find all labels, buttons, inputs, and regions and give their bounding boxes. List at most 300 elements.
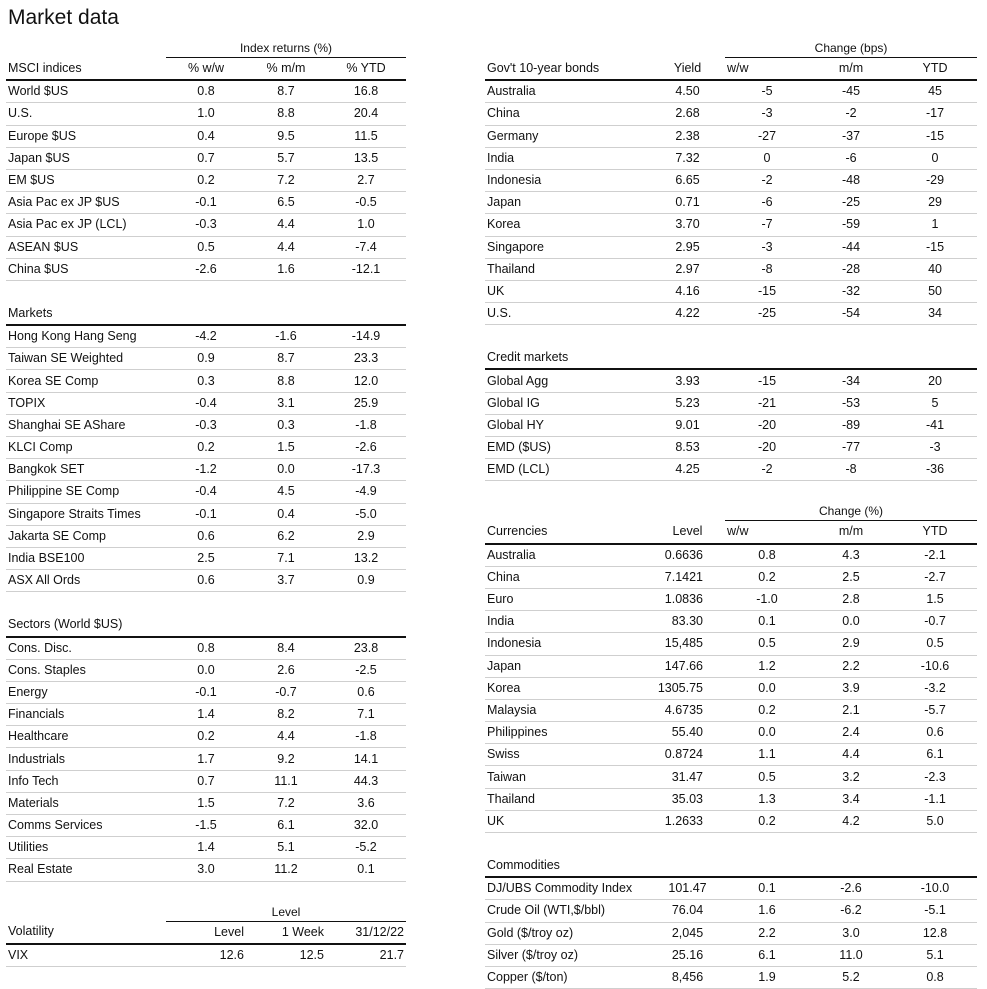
table-row: [6, 414, 406, 436]
column-header: % YTD: [326, 58, 406, 81]
row-label: Real Estate: [6, 859, 166, 881]
row-label: Materials: [6, 792, 166, 814]
value-cell: -0.1: [166, 192, 246, 214]
value-cell: -0.4: [166, 481, 246, 503]
value-cell: 13.2: [326, 547, 406, 569]
value-cell: 5.0: [893, 810, 977, 832]
value-cell: 0.1: [725, 877, 809, 900]
value-cell: -1.1: [893, 788, 977, 810]
value-cell: 5.1: [893, 944, 977, 966]
value-cell: -2.6: [809, 877, 893, 900]
table-row: [485, 588, 977, 610]
value-cell: 25.9: [326, 392, 406, 414]
value-cell: 2.4: [809, 722, 893, 744]
table-row: [6, 437, 406, 459]
blank-cell: [485, 40, 725, 58]
table-row: [485, 80, 977, 103]
column-header: w/w: [725, 58, 809, 81]
row-label: Bangkok SET: [6, 459, 166, 481]
column-header: Yield: [650, 58, 725, 81]
value-cell: -3: [893, 437, 977, 459]
value-cell: 21.7: [326, 944, 406, 967]
value-cell: -89: [809, 414, 893, 436]
spacer-row: [485, 325, 977, 348]
value-cell: 3.6: [326, 792, 406, 814]
value-cell: 4.2: [809, 810, 893, 832]
value-cell: 16.8: [326, 80, 406, 103]
page-title: Market data: [8, 6, 119, 29]
value-cell: 7.1: [326, 704, 406, 726]
value-cell: 11.0: [809, 944, 893, 966]
row-label: ASEAN $US: [6, 236, 166, 258]
value-cell: 3.0: [166, 859, 246, 881]
column-header: w/w: [725, 521, 809, 544]
group-header: Index returns (%): [166, 40, 406, 58]
value-cell: 4.3: [809, 544, 893, 567]
value-cell: 1.4: [166, 704, 246, 726]
value-cell: -29: [893, 169, 977, 191]
table-row: [485, 392, 977, 414]
value-cell: 7.32: [650, 147, 725, 169]
table-row: [6, 748, 406, 770]
table-row: [485, 192, 977, 214]
value-cell: 2.8: [809, 588, 893, 610]
value-cell: 2.6: [246, 659, 326, 681]
table-row: [485, 744, 977, 766]
spacer-row: [6, 280, 406, 303]
spacer-cell: [485, 325, 977, 348]
table-row: [485, 655, 977, 677]
markets-title-row: [6, 303, 406, 325]
value-cell: 0.6: [893, 722, 977, 744]
msci-group-header: [6, 40, 406, 58]
volatility-table: [6, 904, 406, 967]
value-cell: 6.65: [650, 169, 725, 191]
value-cell: -10.0: [893, 877, 977, 900]
value-cell: -14.9: [326, 325, 406, 348]
value-cell: -2.6: [166, 258, 246, 280]
value-cell: 3.2: [809, 766, 893, 788]
value-cell: 0.4: [246, 503, 326, 525]
value-cell: 11.1: [246, 770, 326, 792]
row-label: Korea: [485, 677, 650, 699]
value-cell: 32.0: [326, 815, 406, 837]
value-cell: 1.2633: [650, 810, 725, 832]
value-cell: 1.0836: [650, 588, 725, 610]
row-label: Swiss: [485, 744, 650, 766]
row-label: India: [485, 611, 650, 633]
value-cell: -12.1: [326, 258, 406, 280]
table-row: [6, 637, 406, 660]
column-header: MSCI indices: [6, 58, 166, 81]
table-row: [485, 544, 977, 567]
value-cell: 0.5: [166, 236, 246, 258]
row-label: China $US: [6, 258, 166, 280]
section-title: Credit markets: [485, 347, 977, 369]
table-row: [6, 392, 406, 414]
column-header: m/m: [809, 521, 893, 544]
value-cell: -6.2: [809, 900, 893, 922]
value-cell: -45: [809, 80, 893, 103]
value-cell: 5.23: [650, 392, 725, 414]
value-cell: -2.5: [326, 659, 406, 681]
value-cell: -44: [809, 236, 893, 258]
row-label: Financials: [6, 704, 166, 726]
value-cell: 20.4: [326, 103, 406, 125]
value-cell: 2.7: [326, 169, 406, 191]
value-cell: 0.6: [166, 570, 246, 592]
value-cell: 2.38: [650, 125, 725, 147]
value-cell: -6: [725, 192, 809, 214]
value-cell: 12.6: [166, 944, 246, 967]
value-cell: 4.4: [246, 726, 326, 748]
value-cell: -48: [809, 169, 893, 191]
row-label: Energy: [6, 681, 166, 703]
bonds-group-header: [485, 40, 977, 58]
currencies-header-row: [485, 521, 977, 544]
value-cell: -59: [809, 214, 893, 236]
table-row: [485, 303, 977, 325]
value-cell: 8.2: [246, 704, 326, 726]
row-label: Japan $US: [6, 147, 166, 169]
column-header: Volatility: [6, 921, 166, 944]
table-row: [6, 348, 406, 370]
value-cell: 4.4: [809, 744, 893, 766]
value-cell: 23.3: [326, 348, 406, 370]
table-row: [6, 169, 406, 191]
value-cell: 4.4: [246, 236, 326, 258]
value-cell: 0.0: [246, 459, 326, 481]
value-cell: -1.5: [166, 815, 246, 837]
value-cell: 0.2: [166, 169, 246, 191]
table-row: [6, 503, 406, 525]
row-label: Taiwan: [485, 766, 650, 788]
value-cell: 0.5: [725, 766, 809, 788]
value-cell: -7.4: [326, 236, 406, 258]
value-cell: 0.6: [326, 681, 406, 703]
value-cell: -15: [725, 280, 809, 302]
value-cell: -0.7: [246, 681, 326, 703]
section-title: Commodities: [485, 855, 977, 877]
value-cell: 0.4: [166, 125, 246, 147]
table-row: [6, 525, 406, 547]
spacer-cell: [485, 481, 977, 504]
table-row: [6, 815, 406, 837]
value-cell: 12.8: [893, 922, 977, 944]
section-title: Markets: [6, 303, 406, 325]
value-cell: 35.03: [650, 788, 725, 810]
row-label: Silver ($/troy oz): [485, 944, 650, 966]
value-cell: 2.2: [725, 922, 809, 944]
value-cell: -2.7: [893, 566, 977, 588]
value-cell: -32: [809, 280, 893, 302]
currencies-group-header: [485, 503, 977, 521]
row-label: Indonesia: [485, 633, 650, 655]
value-cell: 0.8: [893, 966, 977, 988]
row-label: Asia Pac ex JP (LCL): [6, 214, 166, 236]
value-cell: -27: [725, 125, 809, 147]
value-cell: 101.47: [650, 877, 725, 900]
table-row: [485, 877, 977, 900]
value-cell: 147.66: [650, 655, 725, 677]
column-header: Level: [650, 521, 725, 544]
value-cell: 0.2: [166, 437, 246, 459]
bonds-table: [485, 40, 977, 989]
value-cell: 7.2: [246, 169, 326, 191]
value-cell: 3.0: [809, 922, 893, 944]
row-label: UK: [485, 280, 650, 302]
row-label: Philippine SE Comp: [6, 481, 166, 503]
value-cell: -1.8: [326, 726, 406, 748]
value-cell: 1.3: [725, 788, 809, 810]
blank-cell: [485, 503, 725, 521]
value-cell: 6.1: [725, 944, 809, 966]
table-row: [485, 677, 977, 699]
row-label: Utilities: [6, 837, 166, 859]
value-cell: 1.5: [893, 588, 977, 610]
value-cell: -41: [893, 414, 977, 436]
row-label: ASX All Ords: [6, 570, 166, 592]
value-cell: 2.1: [809, 699, 893, 721]
value-cell: 0.0: [809, 611, 893, 633]
value-cell: 11.5: [326, 125, 406, 147]
table-row: [485, 103, 977, 125]
value-cell: -15: [725, 369, 809, 392]
value-cell: 1.6: [246, 258, 326, 280]
column-header: Currencies: [485, 521, 650, 544]
value-cell: 0: [893, 147, 977, 169]
value-cell: 0.3: [166, 370, 246, 392]
value-cell: 4.4: [246, 214, 326, 236]
value-cell: 2,045: [650, 922, 725, 944]
table-row: [485, 900, 977, 922]
credit-title-row: [485, 347, 977, 369]
value-cell: 0.2: [725, 699, 809, 721]
row-label: Australia: [485, 80, 650, 103]
table-row: [6, 258, 406, 280]
value-cell: 9.2: [246, 748, 326, 770]
value-cell: 23.8: [326, 637, 406, 660]
table-row: [6, 370, 406, 392]
spacer-cell: [6, 280, 406, 303]
value-cell: 5: [893, 392, 977, 414]
value-cell: -17.3: [326, 459, 406, 481]
value-cell: 0.2: [725, 566, 809, 588]
blank-cell: [6, 904, 166, 922]
value-cell: 1.6: [725, 900, 809, 922]
value-cell: 40: [893, 258, 977, 280]
value-cell: -8: [809, 459, 893, 481]
value-cell: 1.0: [326, 214, 406, 236]
value-cell: 0.6636: [650, 544, 725, 567]
table-row: [485, 437, 977, 459]
table-row: [6, 214, 406, 236]
value-cell: -2: [725, 169, 809, 191]
spacer-row: [485, 833, 977, 856]
row-label: Philippines: [485, 722, 650, 744]
value-cell: 55.40: [650, 722, 725, 744]
left-column: [6, 40, 406, 967]
group-header: Change (bps): [725, 40, 977, 58]
group-header: Level: [166, 904, 406, 922]
value-cell: 0.2: [725, 810, 809, 832]
table-row: [485, 169, 977, 191]
table-row: [485, 566, 977, 588]
value-cell: 12.5: [246, 944, 326, 967]
value-cell: 7.1421: [650, 566, 725, 588]
value-cell: 0.3: [246, 414, 326, 436]
row-label: Thailand: [485, 788, 650, 810]
table-row: [6, 770, 406, 792]
spacer-cell: [6, 881, 406, 904]
column-header: 1 Week: [246, 921, 326, 944]
value-cell: 4.16: [650, 280, 725, 302]
value-cell: 4.6735: [650, 699, 725, 721]
value-cell: -15: [893, 125, 977, 147]
value-cell: 0.5: [893, 633, 977, 655]
value-cell: 8.7: [246, 80, 326, 103]
spacer-row: [6, 881, 406, 904]
value-cell: 1305.75: [650, 677, 725, 699]
row-label: Taiwan SE Weighted: [6, 348, 166, 370]
table-row: [485, 414, 977, 436]
value-cell: -3.2: [893, 677, 977, 699]
value-cell: -4.9: [326, 481, 406, 503]
row-label: Asia Pac ex JP $US: [6, 192, 166, 214]
row-label: Shanghai SE AShare: [6, 414, 166, 436]
value-cell: -20: [725, 414, 809, 436]
column-header: % w/w: [166, 58, 246, 81]
column-header: Gov't 10-year bonds: [485, 58, 650, 81]
value-cell: 0.1: [725, 611, 809, 633]
value-cell: -0.3: [166, 214, 246, 236]
row-label: Euro: [485, 588, 650, 610]
value-cell: -5: [725, 80, 809, 103]
value-cell: -1.2: [166, 459, 246, 481]
value-cell: -0.4: [166, 392, 246, 414]
table-row: [6, 944, 406, 967]
table-row: [6, 681, 406, 703]
value-cell: 1.2: [725, 655, 809, 677]
value-cell: 2.9: [809, 633, 893, 655]
value-cell: -25: [725, 303, 809, 325]
value-cell: 2.68: [650, 103, 725, 125]
value-cell: 7.2: [246, 792, 326, 814]
table-row: [485, 125, 977, 147]
value-cell: -3: [725, 236, 809, 258]
table-row: [485, 722, 977, 744]
table-row: [485, 699, 977, 721]
row-label: Europe $US: [6, 125, 166, 147]
value-cell: 11.2: [246, 859, 326, 881]
value-cell: -15: [893, 236, 977, 258]
value-cell: 8.8: [246, 103, 326, 125]
table-row: [6, 80, 406, 103]
row-label: Malaysia: [485, 699, 650, 721]
spacer-row: [485, 481, 977, 504]
value-cell: 0.5: [725, 633, 809, 655]
row-label: Cons. Disc.: [6, 637, 166, 660]
value-cell: -25: [809, 192, 893, 214]
row-label: Australia: [485, 544, 650, 567]
value-cell: -5.2: [326, 837, 406, 859]
value-cell: 1.5: [246, 437, 326, 459]
table-row: [485, 810, 977, 832]
value-cell: 8.53: [650, 437, 725, 459]
section-title: Sectors (World $US): [6, 614, 406, 636]
value-cell: 0.7: [166, 770, 246, 792]
value-cell: 3.1: [246, 392, 326, 414]
bonds-header-row: [485, 58, 977, 81]
value-cell: -4.2: [166, 325, 246, 348]
value-cell: -0.1: [166, 681, 246, 703]
value-cell: 0.8: [166, 637, 246, 660]
table-row: [6, 103, 406, 125]
value-cell: 5.1: [246, 837, 326, 859]
value-cell: 0.8724: [650, 744, 725, 766]
value-cell: -0.5: [326, 192, 406, 214]
column-header: Level: [166, 921, 246, 944]
table-row: [6, 704, 406, 726]
table-row: [6, 859, 406, 881]
value-cell: -0.3: [166, 414, 246, 436]
value-cell: -5.1: [893, 900, 977, 922]
volatility-header-row: [6, 921, 406, 944]
value-cell: 0.8: [725, 544, 809, 567]
row-label: Global HY: [485, 414, 650, 436]
value-cell: -34: [809, 369, 893, 392]
value-cell: -0.7: [893, 611, 977, 633]
value-cell: -77: [809, 437, 893, 459]
value-cell: 2.9: [326, 525, 406, 547]
row-label: Crude Oil (WTI,$/bbl): [485, 900, 650, 922]
row-label: Global IG: [485, 392, 650, 414]
row-label: DJ/UBS Commodity Index: [485, 877, 650, 900]
table-row: [485, 147, 977, 169]
row-label: KLCI Comp: [6, 437, 166, 459]
value-cell: 7.1: [246, 547, 326, 569]
value-cell: 20: [893, 369, 977, 392]
table-row: [485, 280, 977, 302]
spacer-cell: [485, 833, 977, 856]
value-cell: -5.0: [326, 503, 406, 525]
sectors-title-row: [6, 614, 406, 636]
column-header: m/m: [809, 58, 893, 81]
table-row: [485, 788, 977, 810]
value-cell: -37: [809, 125, 893, 147]
row-label: Comms Services: [6, 815, 166, 837]
value-cell: -7: [725, 214, 809, 236]
table-row: [6, 192, 406, 214]
table-row: [6, 125, 406, 147]
msci-table: [6, 40, 406, 904]
value-cell: -3: [725, 103, 809, 125]
value-cell: 3.70: [650, 214, 725, 236]
value-cell: 4.25: [650, 459, 725, 481]
value-cell: -21: [725, 392, 809, 414]
value-cell: -28: [809, 258, 893, 280]
value-cell: 3.9: [809, 677, 893, 699]
value-cell: 6.5: [246, 192, 326, 214]
row-label: Singapore Straits Times: [6, 503, 166, 525]
table-row: [6, 726, 406, 748]
value-cell: 4.5: [246, 481, 326, 503]
value-cell: 4.50: [650, 80, 725, 103]
spacer-row: [6, 592, 406, 615]
value-cell: -36: [893, 459, 977, 481]
row-label: China: [485, 103, 650, 125]
row-label: EMD (LCL): [485, 459, 650, 481]
